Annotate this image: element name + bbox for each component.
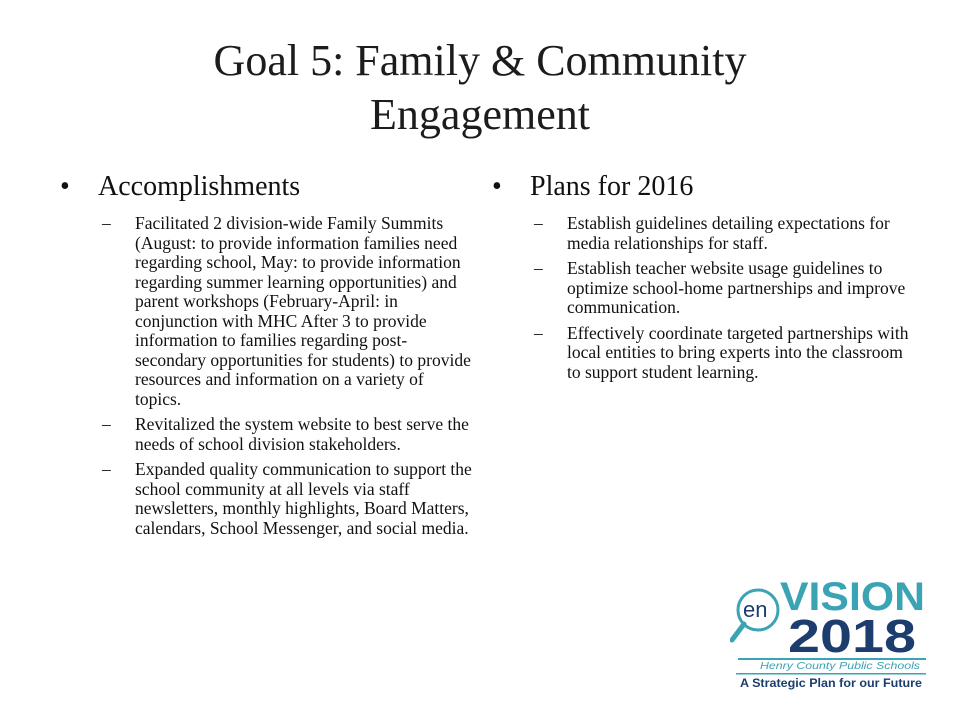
accomplishments-heading: • Accomplishments: [60, 170, 472, 204]
accomplishments-column: [60, 170, 472, 544]
list-item: – Establish teacher website usage guidelines to optimize school-home partnerships and improve communication.: [530, 259, 912, 318]
plans-heading: • Plans for 2016: [492, 170, 912, 204]
title-line-2: Engagement: [370, 90, 590, 139]
list-item: – Establish guidelines detailing expectations for media relationships for staff.: [530, 214, 912, 253]
list-item: – Facilitated 2 division-wide Family Summits (August: to provide information families need regarding school, May: to provide information regarding summer learning opportunities) and parent workshops (February-April: in conjunction with MHC After 3 to provide information to families regarding post-secondary opportunities for students) to provide resources and information on a variety of topics.: [98, 214, 472, 409]
logo-underline: [736, 673, 926, 675]
magnifier-handle: [732, 624, 744, 640]
list-item: – Expanded quality communication to support the school community at all levels via staff newsletters, monthly highlights, Board Matters, calendars, School Messenger, and social media.: [98, 460, 472, 538]
logo-prefix: en: [743, 597, 768, 622]
plans-column: [492, 170, 912, 388]
title-line-1: Goal 5: Family & Community: [213, 36, 747, 85]
list-item: – Effectively coordinate targeted partnerships with local entities to bring experts into the classroom to support student learning.: [530, 324, 912, 383]
accomplishments-list: [60, 214, 472, 538]
plans-list: [492, 214, 912, 382]
envision-2018-logo: [730, 566, 930, 690]
list-item: – Revitalized the system website to best serve the needs of school division stakeholders.: [98, 415, 472, 454]
logo-word: VISION: [780, 575, 925, 619]
logo-org: Henry County Public Schools: [760, 661, 920, 672]
logo-year: 2018: [788, 610, 916, 662]
slide-title: [60, 34, 900, 142]
logo-tagline: A Strategic Plan for our Future: [740, 678, 922, 690]
